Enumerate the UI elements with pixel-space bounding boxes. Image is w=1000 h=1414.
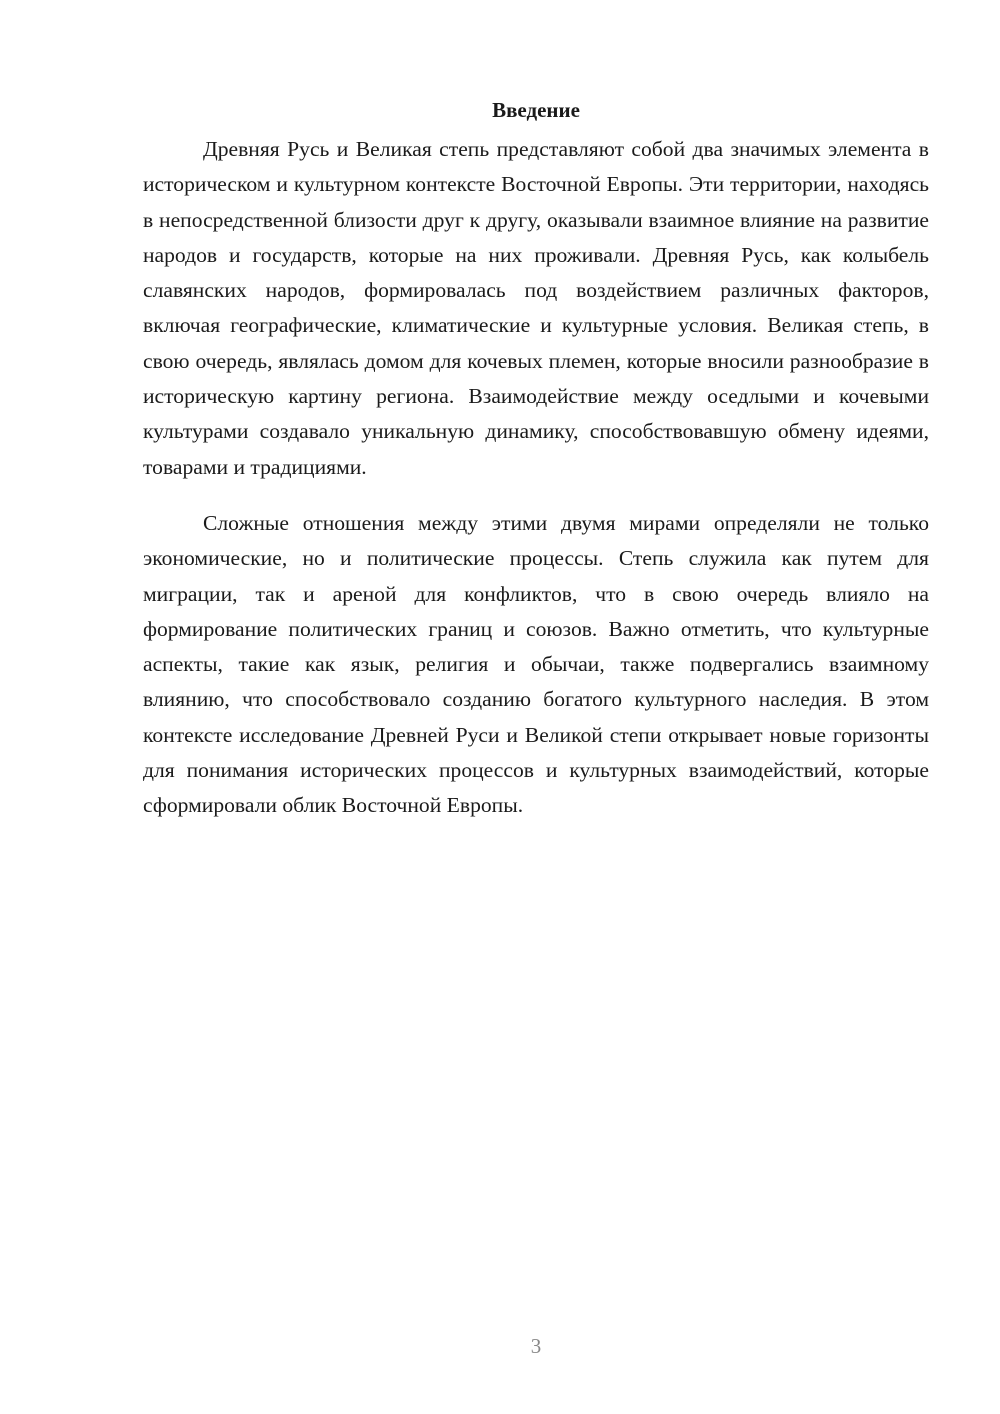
page-content bbox=[143, 92, 929, 824]
page-number: 3 bbox=[530, 1334, 542, 1358]
paragraph-2: Сложные отношения между этими двумя мирами определяли не только экономические, но и политические процессы. Степь служила как путем для миграции, так и ареной для конфликтов, что в свою очередь влияло на формирование политических границ и союзов. Важно отметить, что культурные аспекты, такие как язык, религия и обычаи, также подвергались взаимному влиянию, что способствовало созданию богатого культурного наследия. В этом контексте исследование Древней Руси и Великой степи открывает новые горизонты для понимания исторических процессов и культурных взаимодействий, которые сформировали облик Восточной Европы. bbox=[143, 510, 929, 818]
section-heading: Введение bbox=[492, 98, 580, 122]
paragraph-1: Древняя Русь и Великая степь представляют собой два значимых элемента в историческом и культурном контексте Восточной Европы. Эти территории, находясь в непосредственной близости друг к другу, оказывали взаимное влияние на развитие народов и государств, которые на них проживали. Древняя Русь, как колыбель славянских народов, формировалась под воздействием различных факторов, включая географические, климатические и культурные условия. Великая степь, в свою очередь, являлась домом для кочевых племен, которые вносили разнообразие в историческую картину региона. Взаимодействие между оседлыми и кочевыми культурами создавало уникальную динамику, способствовавшую обмену идеями, товарами и традициями. bbox=[143, 137, 929, 479]
